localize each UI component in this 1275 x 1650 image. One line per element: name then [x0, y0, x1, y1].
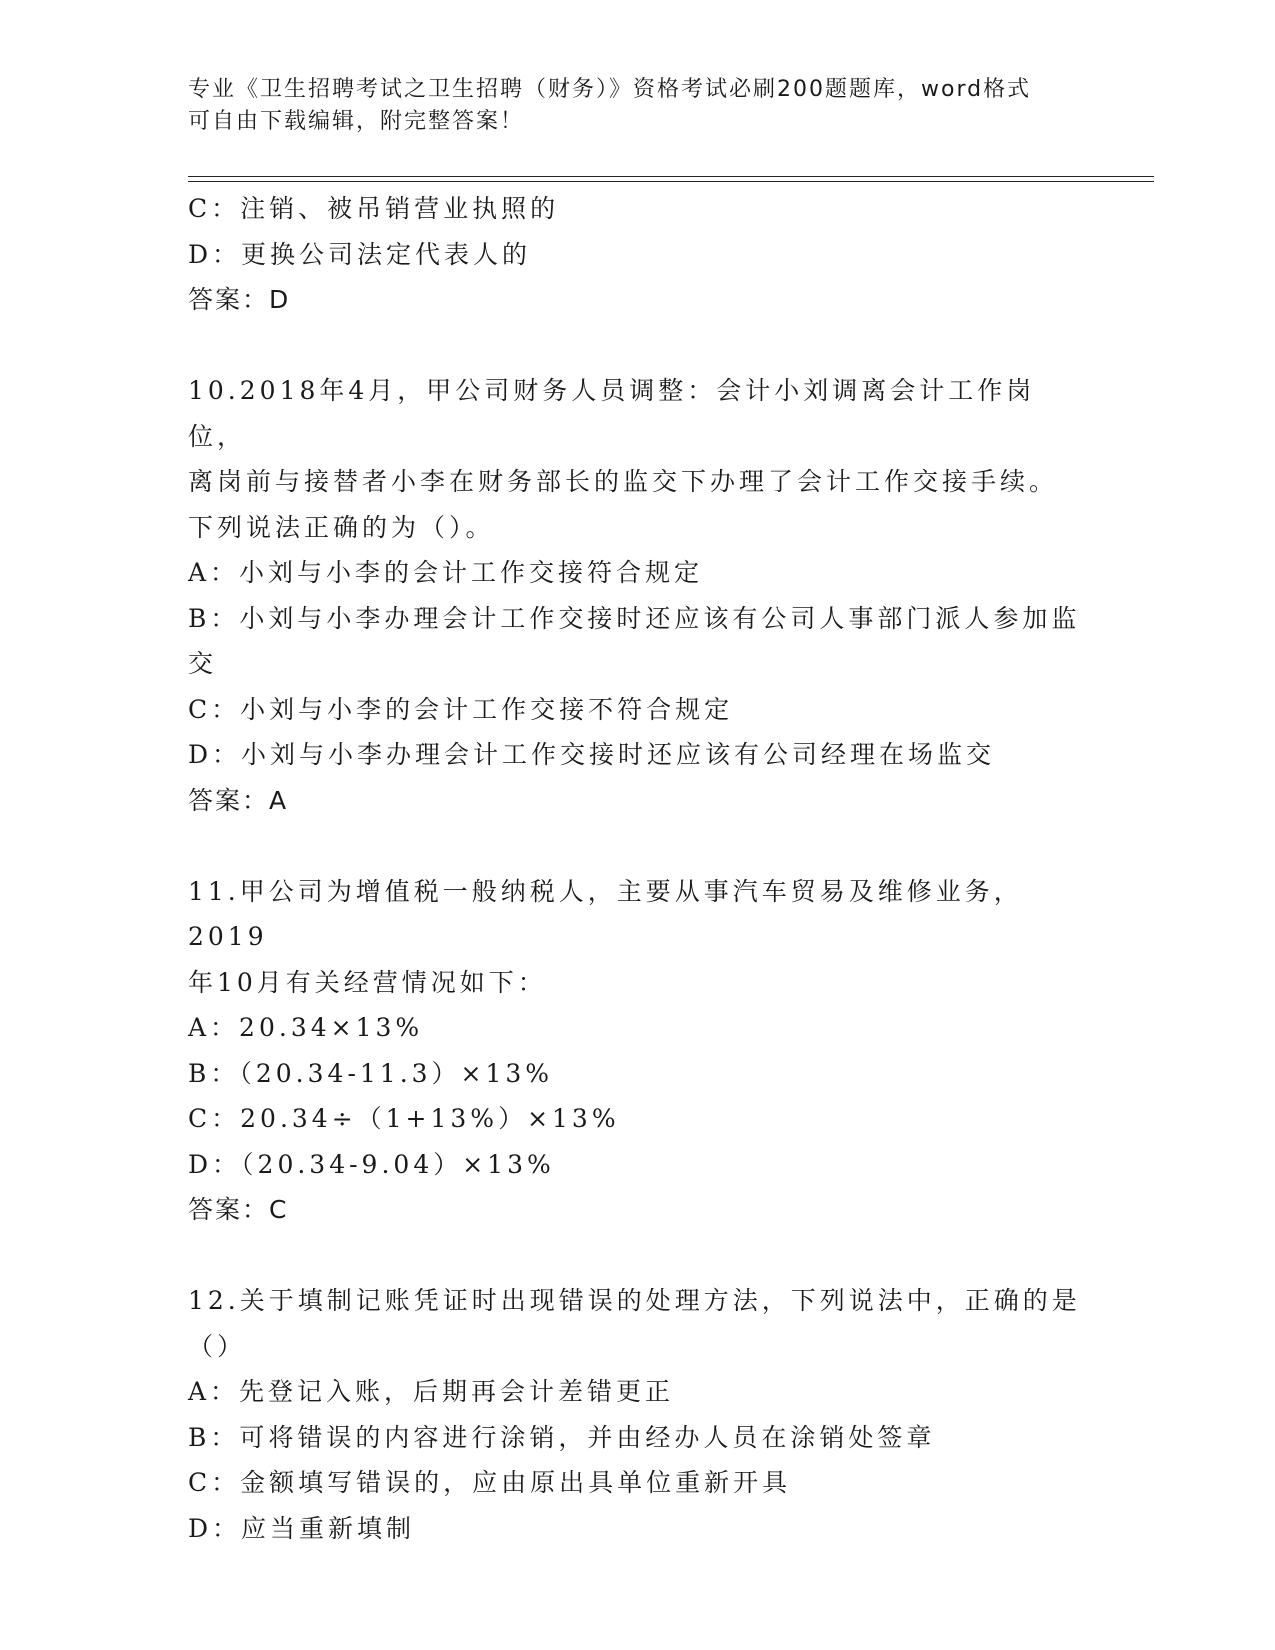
header-divider-top	[188, 176, 1154, 177]
question-list	[188, 186, 1088, 1551]
option-a: A：20.34×13%	[188, 1013, 424, 1042]
question-stem-line-3: 下列说法正确的为（）。	[188, 512, 495, 542]
spacer	[188, 823, 1088, 869]
option-b: B：可将错误的内容进行涂销，并由经办人员在涂销处签章	[188, 1422, 936, 1452]
header-title-line-1: 专业《卫生招聘考试之卫生招聘（财务）》资格考试必刷200题题库，word格式	[188, 77, 1032, 102]
option-a: A：小刘与小李的会计工作交接符合规定	[188, 558, 704, 587]
question-stem-line-1: 11.甲公司为增值税一般纳税人，主要从事汽车贸易及维修业务，2019	[188, 876, 1023, 951]
answer-line: 答案：D	[188, 285, 291, 314]
option-b: B：（20.34-11.3）×13%	[188, 1058, 554, 1088]
spacer	[188, 1233, 1088, 1279]
option-c: C：注销、被吊销营业执照的	[188, 194, 560, 223]
question-stem-line-2: 离岗前与接替者小李在财务部长的监交下办理了会计工作交接手续。	[188, 467, 1059, 496]
question-stem-line-1: 12.关于填制记账凭证时出现错误的处理方法，下列说法中，正确的是	[188, 1286, 1081, 1315]
option-d: D：小刘与小李办理会计工作交接时还应该有公司经理在场监交	[188, 740, 996, 769]
question-stem-line-2: （）	[188, 1331, 247, 1361]
option-d: D：应当重新填制	[188, 1513, 416, 1543]
answer-line: 答案：C	[188, 1195, 289, 1224]
option-c: C：小刘与小李的会计工作交接不符合规定	[188, 694, 734, 724]
option-b-line-2: 交	[188, 649, 218, 678]
header-divider-bottom	[188, 181, 1154, 182]
option-a: A：先登记入账，后期再会计差错更正	[188, 1377, 675, 1406]
header-title-line-2: 可自由下载编辑，附完整答案！	[188, 109, 525, 134]
spacer	[188, 323, 1088, 369]
question-stem-line-2: 年10月有关经营情况如下：	[188, 967, 547, 997]
question-stem-line-1: 10.2018年4月，甲公司财务人员调整：会计小刘调离会计工作岗位，	[188, 376, 1036, 451]
question-11	[188, 869, 1088, 1233]
question-12	[188, 1278, 1088, 1551]
option-d: D：更换公司法定代表人的	[188, 239, 532, 269]
document-header	[188, 74, 1088, 138]
option-d: D：（20.34-9.04）×13%	[188, 1149, 555, 1179]
option-c: C：金额填写错误的，应由原出具单位重新开具	[188, 1468, 792, 1497]
question-10	[188, 368, 1088, 823]
option-b-line-1: B：小刘与小李办理会计工作交接时还应该有公司人事部门派人参加监	[188, 603, 1081, 633]
option-c: C：20.34÷（1+13%）×13%	[188, 1104, 620, 1133]
question-9-tail	[188, 186, 1088, 323]
answer-line: 答案：A	[188, 785, 289, 815]
